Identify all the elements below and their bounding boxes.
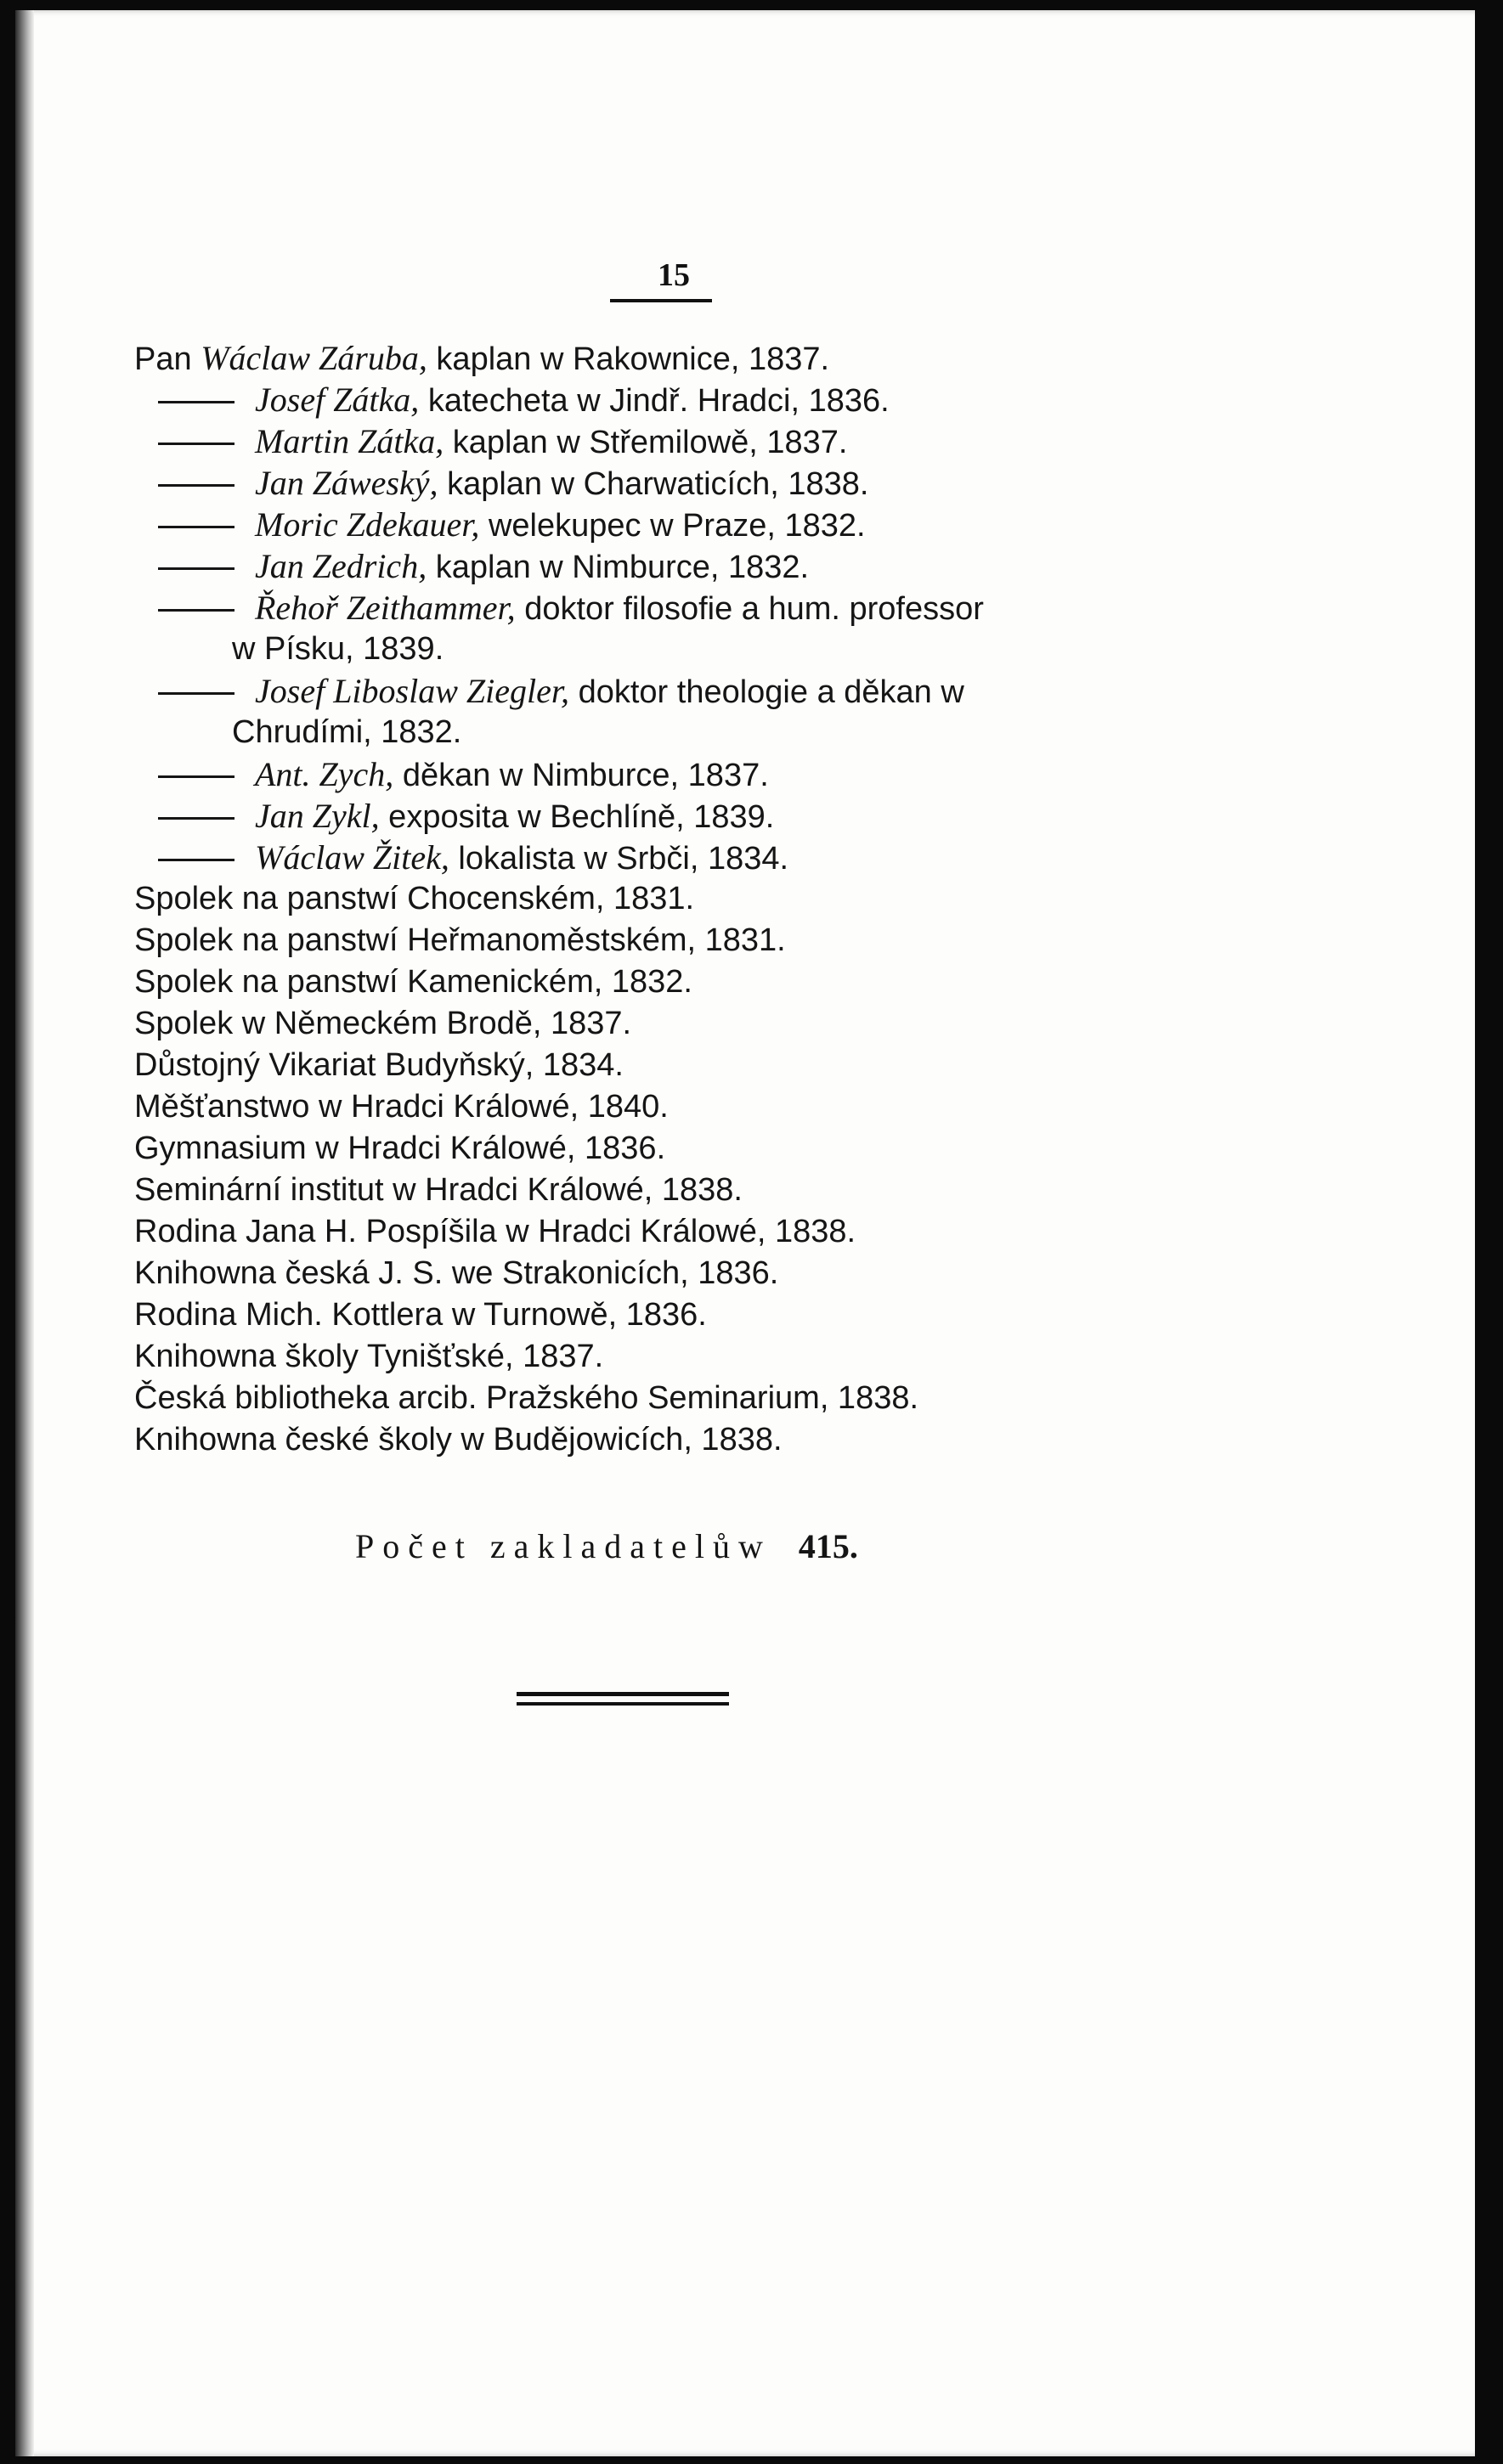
list-entry: [134, 337, 1409, 379]
entry-name: Jan Záweský,: [255, 464, 438, 502]
entry-text: Důstojný Vikariat Budyňský, 1834.: [134, 1047, 624, 1083]
entry-lead: Pan: [134, 341, 192, 377]
entry-text: Spolek na panstwí Chocenském, 1831.: [134, 881, 695, 916]
list-entry: [134, 1294, 1409, 1336]
founders-list: [134, 337, 1409, 1461]
list-entry: [134, 420, 1409, 462]
entry-name: Josef Zátka,: [255, 381, 420, 419]
ditto-dash: [158, 443, 234, 445]
list-entry: [134, 1003, 1409, 1045]
entry-text: Seminární institut w Hradci Králowé, 1838.: [134, 1172, 743, 1208]
entry-text: w Písku, 1839.: [232, 631, 444, 667]
list-entry: [134, 837, 1409, 878]
entry-text: doktor theologie a děkan w: [569, 674, 964, 710]
entry-name: Jan Zedrich,: [255, 547, 427, 585]
entry-text: lokalista w Srbči, 1834.: [449, 841, 789, 877]
ditto-dash: [158, 692, 234, 695]
list-entry: [134, 1336, 1409, 1378]
entry-name: Moric Zdekauer,: [255, 505, 480, 544]
founders-total: [355, 1526, 1205, 1566]
entry-name: Josef Liboslaw Ziegler,: [255, 672, 570, 710]
list-entry: [134, 1045, 1409, 1086]
entry-text: Spolek na panstwí Kamenickém, 1832.: [134, 964, 692, 1000]
ditto-dash: [158, 401, 234, 403]
ditto-dash: [158, 567, 234, 570]
list-entry: [134, 1128, 1409, 1170]
entry-text: doktor filosofie a hum. professor: [515, 591, 984, 627]
entry-text: Knihowna česká J. S. we Strakonicích, 1836.: [134, 1255, 779, 1291]
closing-double-rule: [517, 1692, 729, 1706]
entry-text: Knihowna české školy w Budějowicích, 1838.: [134, 1422, 783, 1458]
entry-text: Spolek w Německém Brodě, 1837.: [134, 1006, 632, 1041]
entry-text: kaplan w Rakownice, 1837.: [427, 341, 830, 377]
entry-text: Rodina Jana H. Pospíšila w Hradci Králowé, 1838.: [134, 1214, 856, 1249]
entry-text: Knihowna školy Tynišťské, 1837.: [134, 1339, 604, 1374]
list-entry: [134, 629, 1409, 670]
list-entry: [134, 961, 1409, 1003]
total-label: Počet zakladatelůw: [355, 1527, 771, 1565]
entry-name: Wáclaw Žitek,: [255, 838, 449, 877]
page-number: 15: [658, 257, 690, 293]
entry-text: kaplan w Charwaticích, 1838.: [438, 466, 869, 502]
entry-name: Jan Zykl,: [255, 797, 380, 835]
list-entry: [134, 920, 1409, 961]
entry-text: Rodina Mich. Kottlera w Turnowě, 1836.: [134, 1297, 707, 1333]
list-entry: [134, 1378, 1409, 1419]
list-entry: [134, 712, 1409, 753]
entry-text: exposita w Bechlíně, 1839.: [379, 799, 775, 835]
ditto-dash: [158, 484, 234, 487]
entry-name: Ant. Zych,: [255, 755, 394, 793]
list-entry: [134, 1086, 1409, 1128]
entry-name: Wáclaw Záruba,: [201, 339, 427, 377]
entry-text: kaplan w Nimburce, 1832.: [427, 550, 810, 585]
entry-text: welekupec w Praze, 1832.: [479, 508, 866, 544]
list-entry: [134, 379, 1409, 420]
ditto-dash: [158, 817, 234, 820]
list-entry: [134, 878, 1409, 920]
list-entry: [134, 753, 1409, 795]
total-value: 415.: [798, 1527, 858, 1565]
entry-text: Spolek na panstwí Heřmanoměstském, 1831.: [134, 922, 786, 958]
list-entry: [134, 504, 1409, 545]
ditto-dash: [158, 859, 234, 861]
entry-name: Řehoř Zeithammer,: [255, 589, 516, 627]
entry-text: děkan w Nimburce, 1837.: [393, 758, 769, 793]
list-entry: [134, 795, 1409, 837]
list-entry: [134, 1170, 1409, 1211]
list-entry: [134, 1253, 1409, 1294]
ditto-dash: [158, 609, 234, 612]
list-entry: [134, 462, 1409, 504]
page-number-rule: [610, 299, 712, 302]
list-entry: [134, 545, 1409, 587]
ditto-dash: [158, 775, 234, 778]
page-gutter-shadow: [15, 10, 34, 2456]
ditto-dash: [158, 526, 234, 528]
entry-text: katecheta w Jindř. Hradci, 1836.: [419, 383, 890, 419]
list-entry: [134, 1419, 1409, 1461]
entry-text: Chrudími, 1832.: [232, 714, 462, 750]
entry-text: Česká bibliotheka arcib. Pražského Seminarium, 1838.: [134, 1380, 919, 1416]
list-entry: [134, 1211, 1409, 1253]
entry-text: Gymnasium w Hradci Králowé, 1836.: [134, 1131, 666, 1166]
entry-text: Měšťanstwo w Hradci Králowé, 1840.: [134, 1089, 669, 1125]
list-entry: [134, 587, 1409, 629]
entry-name: Martin Zátka,: [255, 422, 444, 460]
entry-text: kaplan w Střemilowě, 1837.: [444, 425, 848, 460]
book-page: [15, 10, 1475, 2456]
list-entry: [134, 670, 1409, 712]
